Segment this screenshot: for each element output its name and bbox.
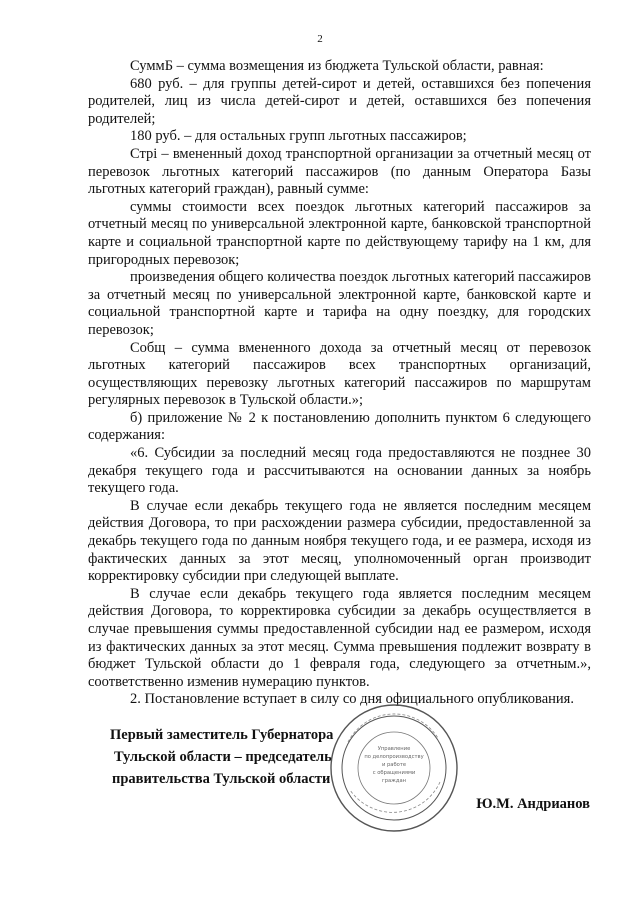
paragraph: СуммБ – сумма возмещения из бюджета Тульской области, равная:: [130, 58, 544, 74]
page-number: 2: [317, 33, 323, 45]
paragraph: б) приложение № 2 к постановлению дополнить пунктом 6 следующего содержания:: [88, 409, 591, 444]
signatory-name: Ю.М. Андрианов: [476, 796, 590, 812]
signatory-title-line: правительства Тульской области: [112, 771, 331, 787]
stamp-text: и работе: [381, 762, 407, 768]
signatory-title-line: Тульской области – председатель: [114, 749, 332, 765]
stamp-text: с обращениями: [372, 770, 416, 776]
paragraph: произведения общего количества поездок льготных категорий пассажиров за отчетный месяц по универсальной электронной карте, банковской карте и социальной транспортной карте и тарифа на одну поездку, для городских перевозок;: [88, 269, 591, 338]
stamp-text: граждан: [381, 778, 407, 784]
signatory-title-line: Первый заместитель Губернатора: [110, 727, 334, 743]
official-stamp: [328, 702, 460, 834]
signature-block: [110, 726, 590, 826]
paragraph: 180 руб. – для остальных групп льготных пассажиров;: [130, 128, 467, 145]
stamp-text: по делопроизводству: [364, 754, 424, 760]
paragraph: 680 руб. – для группы детей-сирот и детей, оставшихся без попечения родителей, лиц из числа детей-сирот и детей, оставшихся без попечения родителей;: [88, 75, 591, 127]
paragraph: «6. Субсидии за последний месяц года предоставляются не позднее 30 декабря текущего года и рассчитываются на основании данных за ноябрь текущего года.: [88, 445, 591, 497]
paragraph: 2. Постановление вступает в силу со дня официального опубликования.: [130, 691, 574, 708]
stamp-text: Управление: [377, 746, 411, 752]
paragraph: Собщ – сумма вмененного дохода за отчетный месяц от перевозок льготных категорий пассажиров всех транспортных организаций, осуществляющих перевозку льготных категорий пассажиров по маршрутам регулярных перевозок в Тульской области.»;: [88, 339, 591, 409]
paragraph: В случае если декабрь текущего года не является последним месяцем действия Договора, то при расхождении размера субсидии, предоставленной за декабрь текущего года по данным ноября текущего года, и ее размера, исходя из фактических данных за этот месяц, уполномоченный орган производит корректировку субсидии при следующей выплате.: [88, 497, 591, 585]
paragraph: Стрі – вмененный доход транспортной организации за отчетный месяц от перевозок льготных категорий пассажиров (по данным Оператора Базы льготных категорий граждан), равный сумме:: [88, 145, 591, 198]
paragraph: В случае если декабрь текущего года является последним месяцем действия Договора, то корректировка субсидии за декабрь осуществляется в случае превышения суммы предоставленной субсидии над ее размером, исходя из фактических данных за этот месяц. Сумма превышения подлежит возврату в бюджет Тульской области до 1 февраля года, следующего за отчетным.», соответственно изменив нумерацию пунктов.: [88, 585, 591, 690]
paragraph: суммы стоимости всех поездок льготных категорий пассажиров за отчетный месяц по универсальной электронной карте, банковской транспортной карте и социальной транспортной карте по действующему тарифу на 1 км, для пригородных перевозок;: [88, 198, 591, 268]
document-body: [88, 58, 591, 709]
